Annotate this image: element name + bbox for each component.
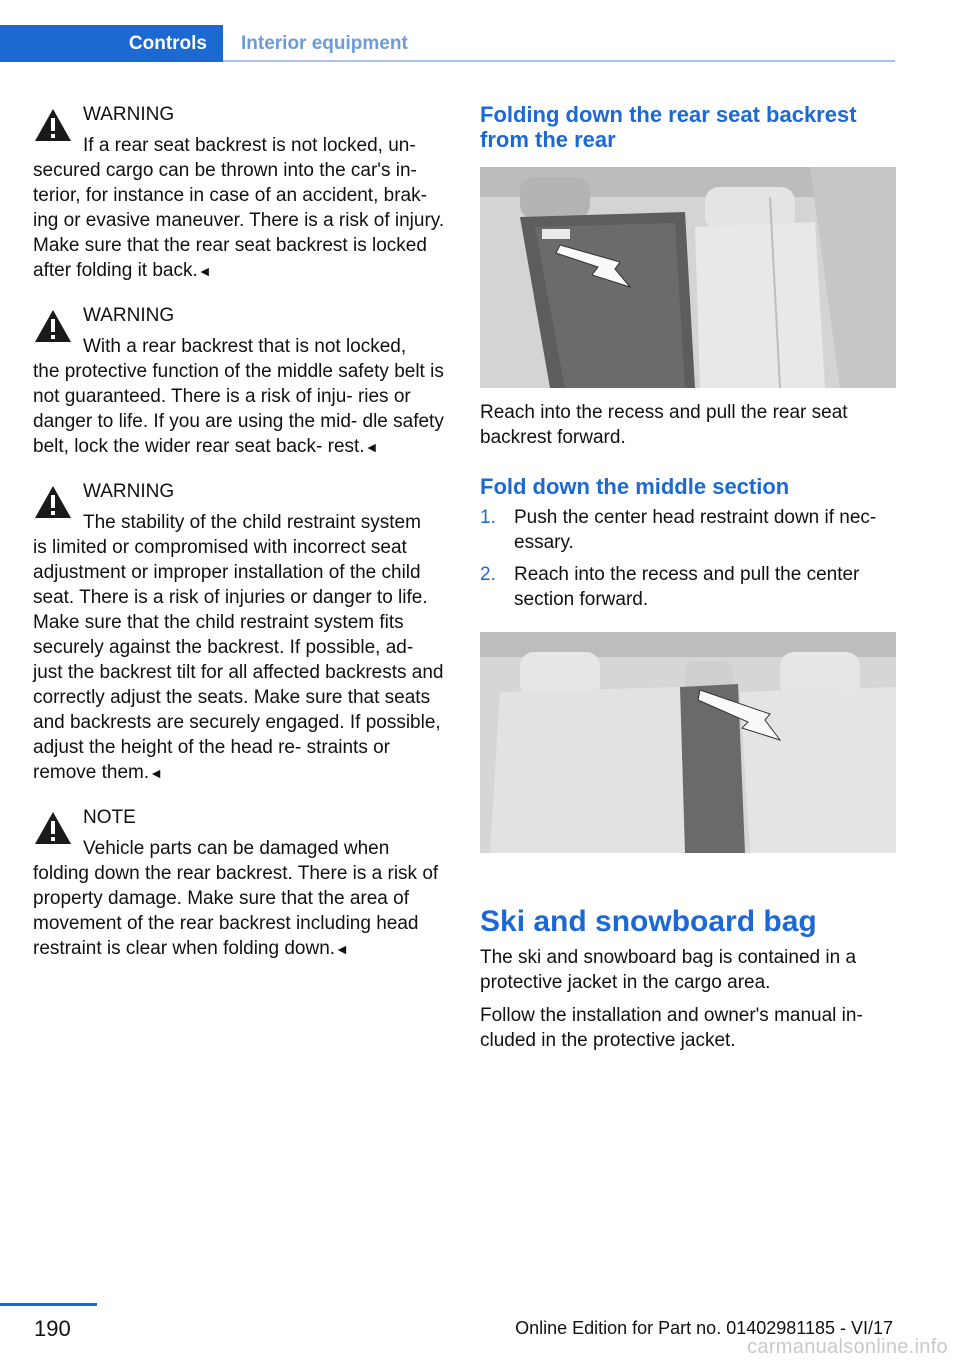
- warning-triangle-icon: [33, 810, 73, 846]
- warning-text: is limited or compromised with incorrect seat adjustment or improper installation of the child seat. There is a risk of injuries or danger to life. Make sure that the child restraint system fits securely against the backrest. If possible, ad‐ just the backrest tilt for all affected backrests and correctly adjust the seats. Make sure that seats and backrests are securely engaged. If possible, adjust the height of the head re‐ straints or remove them.◄: [33, 537, 444, 783]
- end-mark: ◄: [364, 439, 379, 455]
- warning-text: the protective function of the middle safety belt is not guaranteed. There is a risk of inju‐ ries or danger to life. If you are using the mid‐ dle safety belt, lock the wider rear seat back‐ rest.◄: [33, 361, 444, 457]
- end-mark: ◄: [149, 765, 164, 781]
- step-number: 2.: [480, 564, 496, 585]
- end-mark: ◄: [335, 941, 349, 957]
- note-first-line: Vehicle parts can be damaged when: [83, 838, 390, 859]
- warning-first-line: With a rear backrest that is not locked,: [83, 336, 407, 357]
- steps-list: [480, 505, 896, 612]
- footer-rule: [0, 1303, 97, 1306]
- list-item: [480, 562, 896, 612]
- end-mark: ◄: [197, 263, 212, 279]
- header-tabs: [0, 25, 895, 62]
- watermark: carmanualsonline.info: [747, 1336, 948, 1358]
- middle-section-fold-figure: [480, 632, 896, 853]
- instruction-text: Reach into the recess and pull the rear seat backrest forward.: [480, 402, 848, 448]
- step-text: Push the center head restraint down if nec‐ essary.: [514, 507, 877, 553]
- warning-first-line: The stability of the child restraint system: [83, 512, 421, 533]
- tab-controls[interactable]: Controls: [0, 25, 223, 62]
- tab-interior-equipment[interactable]: Interior equipment: [241, 32, 408, 54]
- page-number: 190: [34, 1316, 71, 1341]
- warning-title: WARNING: [83, 104, 175, 125]
- section-heading-ski-bag: Ski and snowboard bag: [480, 905, 817, 938]
- note-block: [33, 805, 447, 962]
- warning-block-3: [33, 479, 447, 786]
- left-column: [33, 102, 447, 981]
- warning-block-1: [33, 102, 447, 284]
- note-text: folding down the rear backrest. There is a risk of property damage. Make sure that the area of movement of the rear backrest including head restraint is clear when folding down.◄: [33, 863, 439, 959]
- rear-seat-fold-figure: [480, 167, 896, 388]
- ski-bag-text-2: Follow the installation and owner's manual in‐ cluded in the protective jacket.: [480, 1005, 863, 1051]
- step-number: 1.: [480, 507, 496, 528]
- warning-triangle-icon: [33, 484, 73, 520]
- ski-bag-text-1: The ski and snowboard bag is contained in a protective jacket in the cargo area.: [480, 947, 857, 993]
- step-text: Reach into the recess and pull the center section forward.: [514, 564, 860, 610]
- list-item: [480, 505, 896, 555]
- warning-title: WARNING: [83, 481, 175, 502]
- section-heading-fold-rear: Folding down the rear seat backrest from the rear: [480, 102, 857, 152]
- section-heading-middle: Fold down the middle section: [480, 474, 790, 499]
- warning-title: WARNING: [83, 305, 175, 326]
- warning-triangle-icon: [33, 308, 73, 344]
- note-title: NOTE: [83, 807, 136, 828]
- warning-block-2: [33, 303, 447, 460]
- footer-edition: Online Edition for Part no. 01402981185 - VI/17: [515, 1318, 893, 1338]
- tab-underline: [223, 60, 895, 62]
- warning-first-line: If a rear seat backrest is not locked, un‐: [83, 135, 416, 156]
- warning-text: secured cargo can be thrown into the car's in‐ terior, for instance in case of an accident, brak‐ ing or evasive maneuver. There is a risk of injury. Make sure that the rear seat backrest is locked after folding it back.◄: [33, 160, 445, 281]
- right-column: [480, 102, 896, 1053]
- warning-triangle-icon: [33, 107, 73, 143]
